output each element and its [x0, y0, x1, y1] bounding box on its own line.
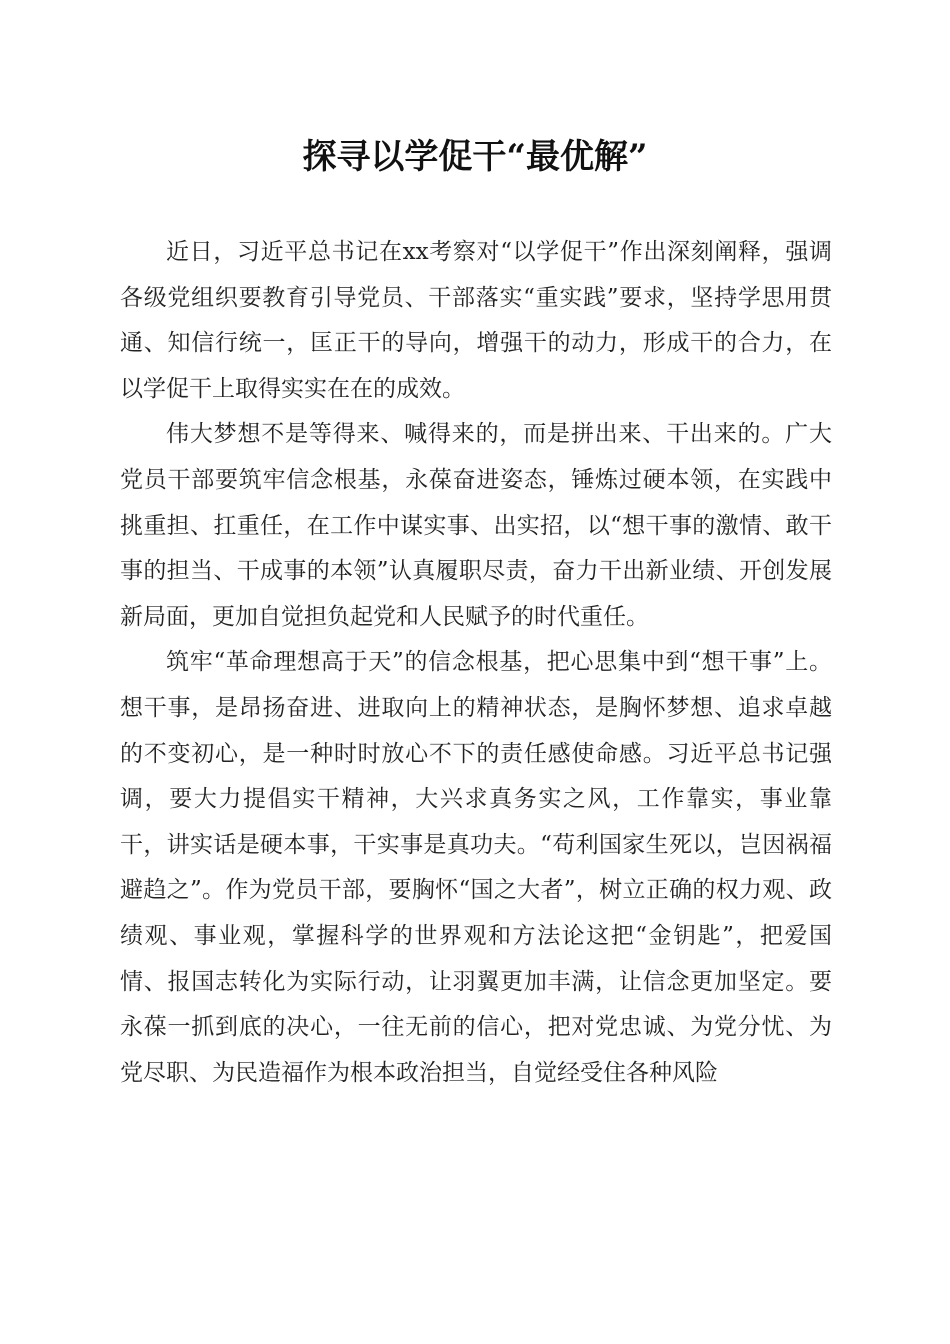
- document-body: [120, 230, 832, 1096]
- paragraph-3: 筑牢“革命理想高于天”的信念根基，把心思集中到“想干事”上。想干事，是昂扬奋进、进取向上的精神状态，是胸怀梦想、追求卓越的不变初心，是一种时时放心不下的责任感使命感。习近平总书记强调，要大力提倡实干精神，大兴求真务实之风，工作靠实，事业靠干，讲实话是硬本事，干实事是真功夫。“苟利国家生死以，岂因祸福避趋之”。作为党员干部，要胸怀“国之大者”，树立正确的权力观、政绩观、事业观，掌握科学的世界观和方法论这把“金钥匙”，把爱国情、报国志转化为实际行动，让羽翼更加丰满，让信念更加坚定。要永葆一抓到底的决心，一往无前的信心，把对党忠诚、为党分忧、为党尽职、为民造福作为根本政治担当，自觉经受住各种风险: [120, 649, 832, 1086]
- document-title: 探寻以学促干“最优解”: [302, 137, 648, 177]
- paragraph-2: 伟大梦想不是等得来、喊得来的，而是拼出来、干出来的。广大党员干部要筑牢信念根基，永葆奋进姿态，锤炼过硬本领，在实践中挑重担、扛重任，在工作中谋实事、出实招，以“想干事的激情、敢干事的担当、干成事的本领”认真履职尽责，奋力干出新业绩、开创发展新局面，更加自觉担负起党和人民赋予的时代重任。: [120, 421, 832, 630]
- paragraph-1: 近日，习近平总书记在xx考察对“以学促干”作出深刻阐释，强调各级党组织要教育引导党员、干部落实“重实践”要求，坚持学思用贯通、知信行统一，匡正干的导向，增强干的动力，形成干的合力，在以学促干上取得实实在在的成效。: [120, 239, 832, 402]
